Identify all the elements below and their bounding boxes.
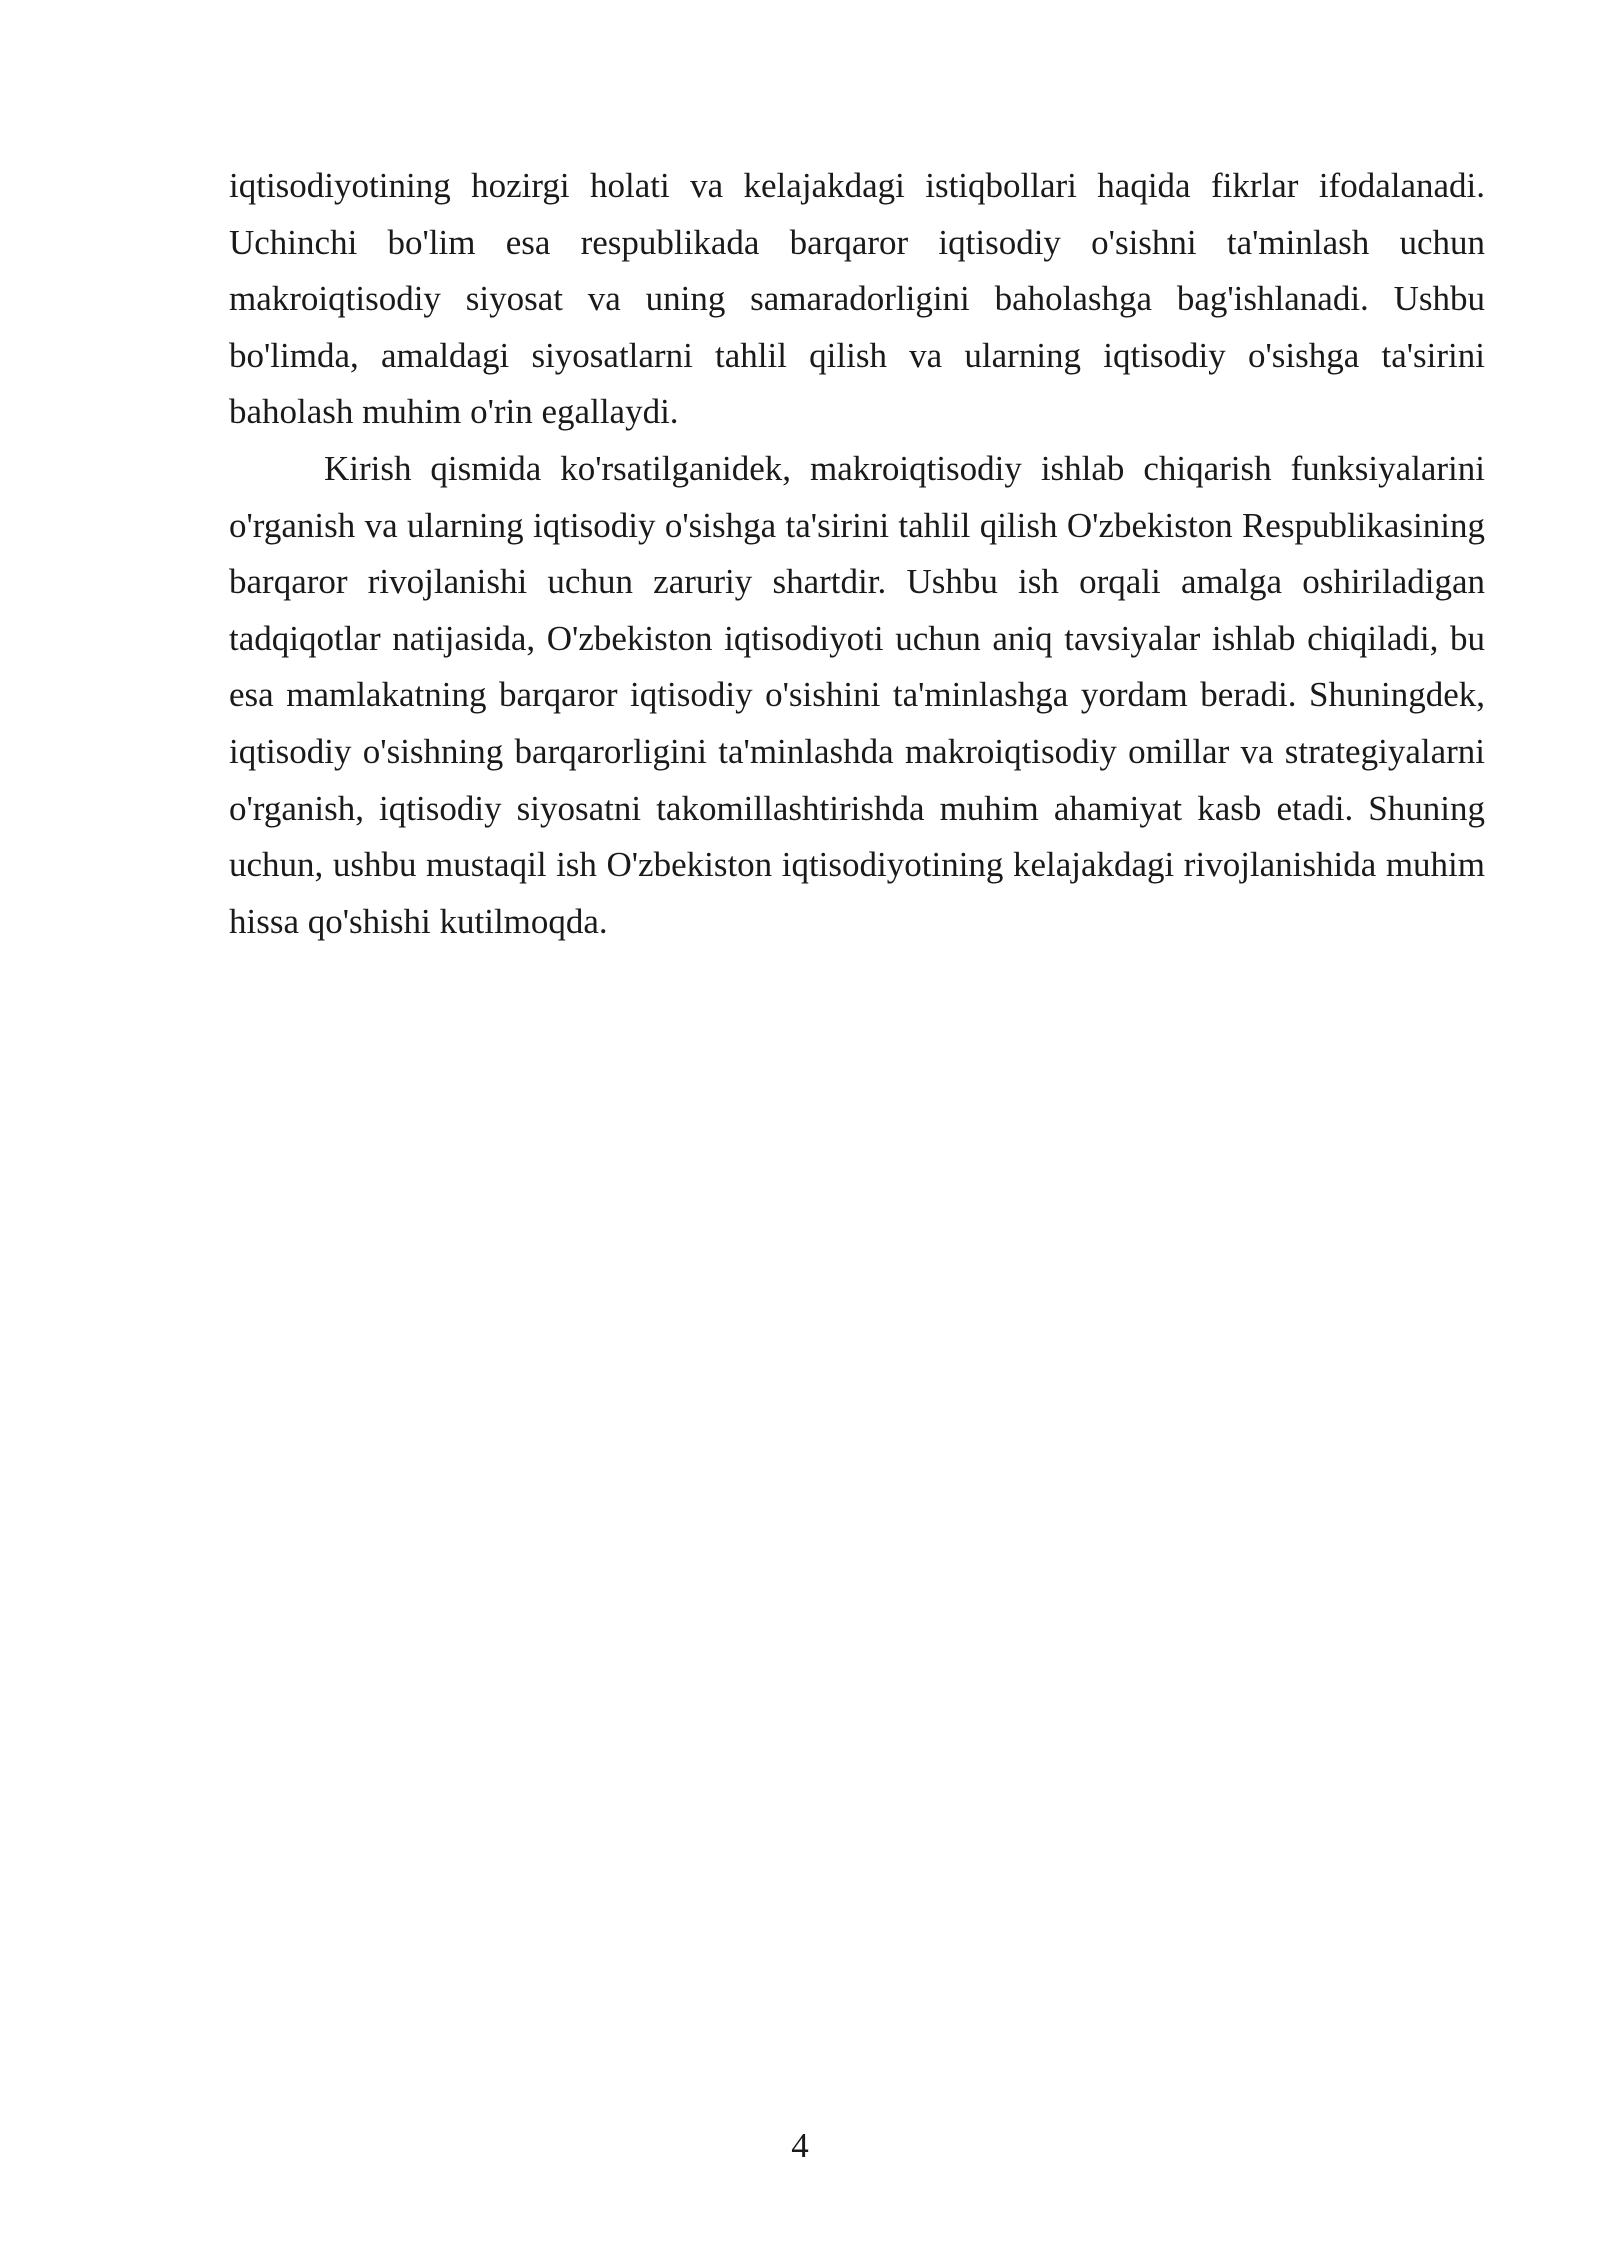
page-number: 4 [791, 2126, 809, 2165]
paragraph-introduction-summary: Kirish qismida ko'rsatilganidek, makroiqtisodiy ishlab chiqarish funksiyalarini o'rganish va ularning iqtisodiy o'sishga ta'sirini tahlil qilish O'zbekiston Respublikasining barqaror rivojlanishi uchun zaruriy shartdir. Ushbu ish orqali amalga oshiriladigan tadqiqotlar natijasida, O'zbekiston iqtisodiyoti uchun aniq tavsiyalar ishlab chiqiladi, bu esa mamlakatning barqaror iqtisodiy o'sishini ta'minlashga yordam beradi. Shuningdek, iqtisodiy o'sishning barqarorligini ta'minlashda makroiqtisodiy omillar va strategiyalarni o'rganish, iqtisodiy siyosatni takomillashtirishda muhim ahamiyat kasb etadi. Shuning uchun, ushbu mustaqil ish O'zbekiston iqtisodiyotining kelajakdagi rivojlanishida muhim hissa qo'shishi kutilmoqda. [229, 448, 1485, 941]
paragraph-continuation: iqtisodiyotining hozirgi holati va kelajakdagi istiqbollari haqida fikrlar ifodalanadi. Uchinchi bo'lim esa respublikada barqaror iqtisodiy o'sishni ta'minlash uchun makroiqtisodiy siyosat va uning samaradorligini baholashga bag'ishlanadi. Ushbu bo'limda, amaldagi siyosatlarni tahlil qilish va ularning iqtisodiy o'sishga ta'sirini baholash muhim o'rin egallaydi. [229, 166, 1485, 432]
body-text [229, 158, 1485, 950]
